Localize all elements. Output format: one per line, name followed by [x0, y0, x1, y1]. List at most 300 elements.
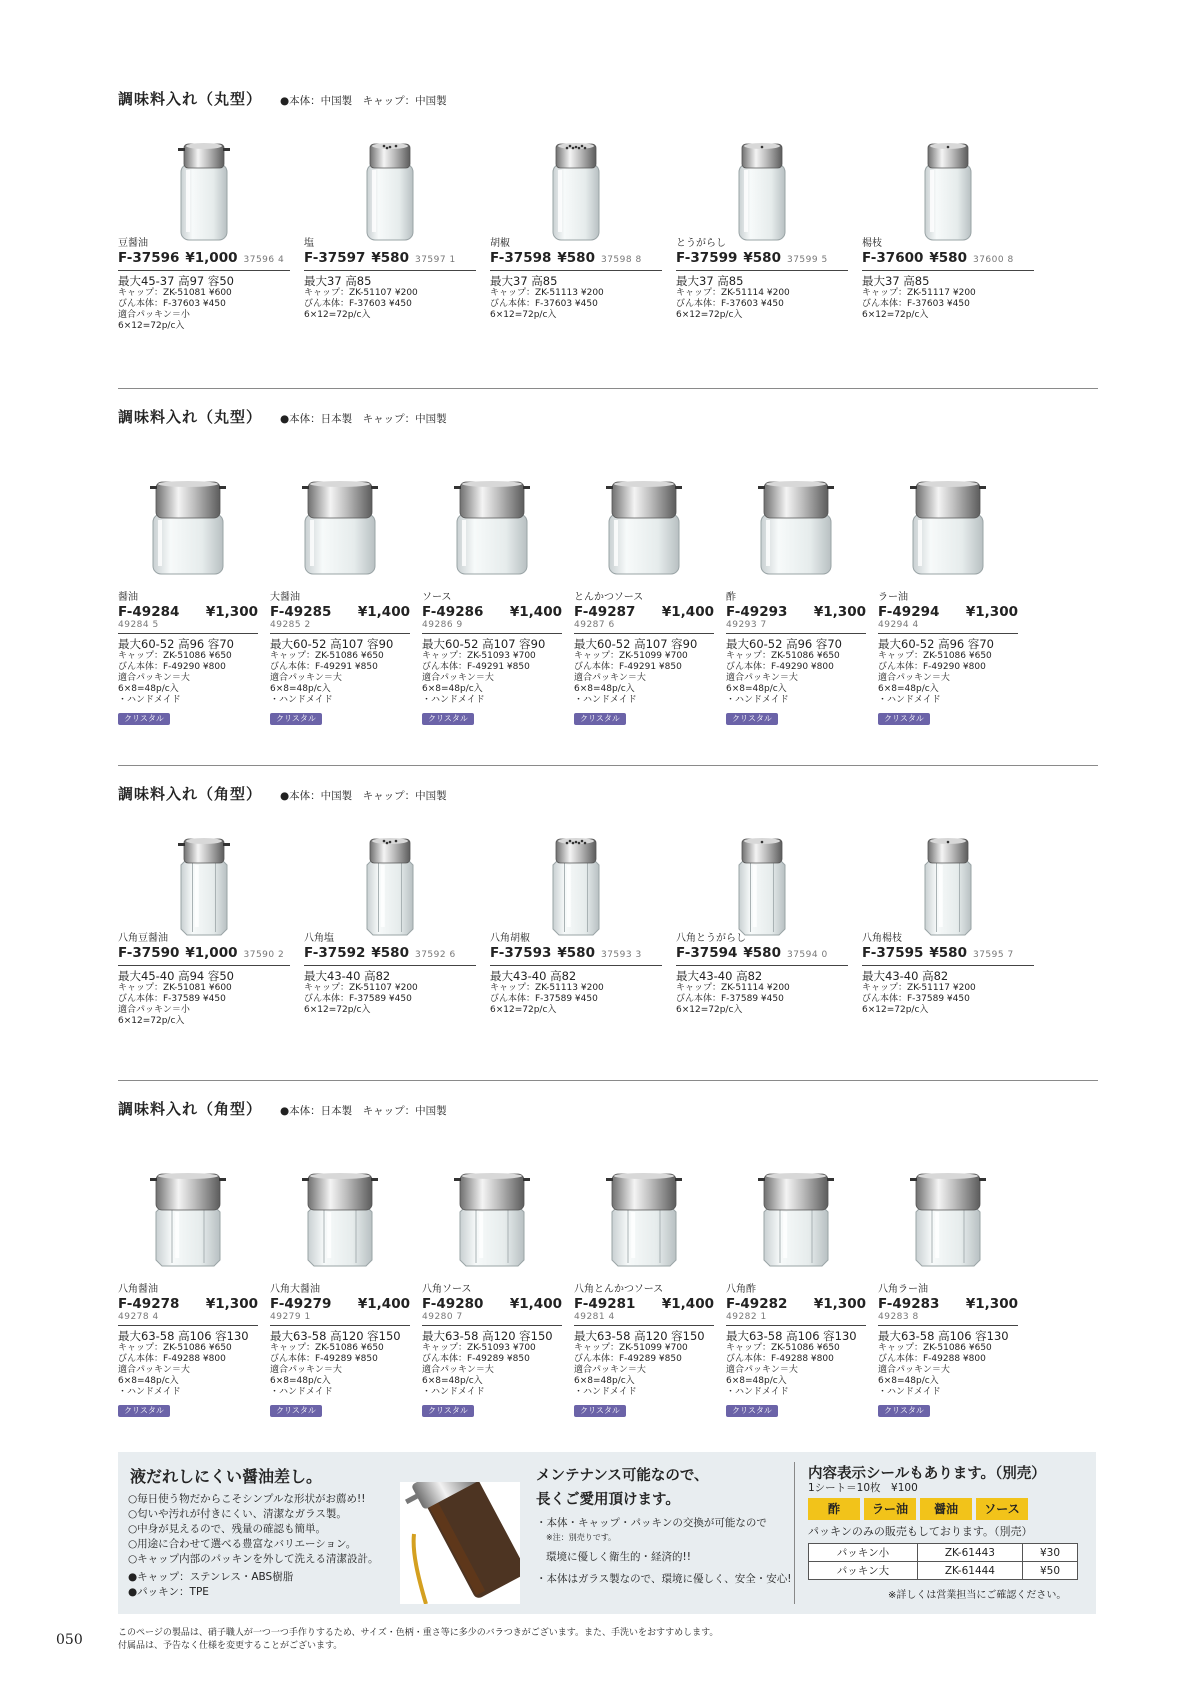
product-code: F-37597: [304, 250, 366, 266]
section-title: 調味料入れ（丸型）: [118, 90, 263, 108]
product-code-line: [574, 604, 714, 620]
product-code: F-49278: [118, 1296, 180, 1312]
product-dimensions: 最大60-52 高96 容70: [726, 637, 842, 651]
product-detail: キャップ：ZK-51086 ¥650: [726, 1343, 840, 1353]
section-title: 調味料入れ（丸型）: [118, 408, 263, 426]
product-name: とんかつソース: [574, 592, 644, 603]
product-info: [118, 592, 258, 725]
product-image: [506, 110, 646, 250]
footer-note: [118, 1627, 718, 1653]
product-detail: 適合パッキン＝大: [270, 1365, 342, 1375]
product-dimensions: 最大63-58 高106 容130: [118, 1329, 249, 1343]
product-detail: 適合パッキン＝大: [878, 673, 950, 683]
product-dimensions: 最大45-37 高97 容50: [118, 274, 234, 288]
crystal-badge: クリスタル: [726, 1405, 778, 1417]
product-code: F-49285: [270, 604, 332, 620]
maintenance-line: ・本体・キャップ・パッキンの交換が可能なので: [536, 1517, 767, 1529]
product-jan: 37594 0: [786, 950, 828, 960]
product-info: [878, 1284, 1018, 1417]
product-detail: 適合パッキン＝小: [118, 1005, 190, 1015]
product-code: F-49287: [574, 604, 636, 620]
crystal-badge: クリスタル: [270, 713, 322, 725]
product-detail: びん本体：F-37589 ¥450: [862, 994, 970, 1004]
product-detail: ・ハンドメイド: [422, 1387, 485, 1397]
sticker-label-soy-sauce: 醤油: [920, 1498, 972, 1520]
bottle-photo: [574, 1134, 714, 1274]
product-info: [878, 592, 1018, 725]
packing-price-table: [808, 1543, 1078, 1580]
column-divider: [794, 1462, 795, 1604]
footer-line: 付属品は、予告なく仕様を変更することがございます。: [118, 1641, 343, 1651]
product-item: [862, 783, 1034, 1083]
product-jan: 37595 7: [972, 950, 1014, 960]
product-detail: キャップ：ZK-51107 ¥200: [304, 983, 418, 993]
product-image: [878, 1134, 1018, 1274]
product-detail: びん本体：F-37603 ¥450: [490, 299, 598, 309]
section-origin: ●本体：日本製 キャップ：中国製: [280, 1105, 447, 1117]
product-code-line: [574, 1296, 714, 1312]
product-detail: びん本体：F-37589 ¥450: [490, 994, 598, 1004]
product-detail: 6×8=48p/c入: [270, 684, 331, 694]
product-detail: びん本体：F-49291 ¥850: [422, 662, 530, 672]
product-detail: キャップ：ZK-51117 ¥200: [862, 983, 976, 993]
product-info: [574, 592, 714, 725]
bottle-photo: [878, 1134, 1018, 1274]
product-detail: キャップ：ZK-51086 ¥650: [270, 651, 384, 661]
product-dimensions: 最大43-40 高82: [862, 969, 949, 983]
product-detail: 6×12=72p/c入: [118, 321, 185, 331]
underline: [574, 1325, 714, 1326]
product-name: ソース: [422, 592, 452, 603]
product-detail: 6×8=48p/c入: [726, 1376, 787, 1386]
product-detail: 適合パッキン＝大: [422, 1365, 494, 1375]
product-code-line: [422, 1296, 562, 1312]
product-item: [304, 783, 476, 1083]
product-detail: 適合パッキン＝大: [118, 1365, 190, 1375]
product-detail: 6×12=72p/c入: [304, 310, 371, 320]
product-info: [490, 238, 662, 321]
underline: [862, 965, 1034, 966]
product-info: [422, 1284, 562, 1417]
product-detail: びん本体：F-49291 ¥850: [270, 662, 378, 672]
product-detail: 6×8=48p/c入: [726, 684, 787, 694]
product-detail: 6×8=48p/c入: [574, 1376, 635, 1386]
product-image: [878, 442, 1018, 582]
feature-item: ○用途に合わせて選べる豊富なバリエーション。: [128, 1538, 357, 1550]
crystal-badge: クリスタル: [118, 713, 170, 725]
product-dimensions: 最大63-58 高106 容130: [878, 1329, 1009, 1343]
crystal-badge: クリスタル: [574, 1405, 626, 1417]
product-jan: 49287 6: [574, 620, 615, 630]
product-jan: 49294 4: [878, 620, 919, 630]
feature-item: ○匂いや汚れが付きにくい、清潔なガラス製。: [128, 1508, 347, 1520]
bottle-photo: [320, 110, 460, 250]
table-cell: ZK-61444: [917, 1562, 1022, 1580]
bottle-photo: [422, 1134, 562, 1274]
product-price: ¥580: [929, 250, 967, 266]
product-detail: びん本体：F-49288 ¥800: [878, 1354, 986, 1364]
product-name: 八角とんかつソース: [574, 1284, 664, 1295]
product-image: [320, 110, 460, 250]
product-item: [726, 406, 866, 723]
page-number: 050: [56, 1632, 83, 1648]
product-jan: 37593 3: [600, 950, 642, 960]
product-name: 大醤油: [270, 592, 300, 603]
section-origin: ●本体：中国製 キャップ：中国製: [280, 95, 447, 107]
product-name: ラー油: [878, 592, 908, 603]
product-image: [506, 805, 646, 945]
section-oct-china: [118, 783, 1098, 1073]
product-detail: びん本体：F-49288 ¥800: [118, 1354, 226, 1364]
section-origin: ●本体：日本製 キャップ：中国製: [280, 413, 447, 425]
product-detail: 6×12=72p/c入: [490, 310, 557, 320]
product-detail: びん本体：F-37603 ¥450: [862, 299, 970, 309]
sticker-title: 内容表示シールもあります。（別売）: [808, 1466, 1046, 1482]
product-item: [490, 783, 662, 1083]
product-jan: 37597 1: [414, 255, 456, 265]
product-code-line: [304, 250, 476, 268]
product-code: F-37592: [304, 945, 366, 961]
product-code: F-37596: [118, 250, 180, 266]
section-origin: ●本体：中国製 キャップ：中国製: [280, 790, 447, 802]
underline: [304, 965, 476, 966]
product-dimensions: 最大43-40 高82: [304, 969, 391, 983]
product-info: [862, 238, 1034, 321]
product-name: 八角塩: [304, 933, 334, 944]
product-detail: 適合パッキン＝小: [118, 310, 190, 320]
product-detail: キャップ：ZK-51086 ¥650: [118, 1343, 232, 1353]
product-detail: 6×8=48p/c入: [574, 684, 635, 694]
feature-item: ○キャップ内部のパッキンを外して洗える清潔設計。: [128, 1553, 379, 1565]
product-code: F-37594: [676, 945, 738, 961]
product-detail: キャップ：ZK-51107 ¥200: [304, 288, 418, 298]
product-dimensions: 最大63-58 高120 容150: [270, 1329, 401, 1343]
product-jan: 37596 4: [243, 255, 285, 265]
underline: [118, 965, 290, 966]
product-code: F-49279: [270, 1296, 332, 1312]
product-detail: 6×12=72p/c入: [304, 1005, 371, 1015]
product-image: [270, 442, 410, 582]
product-image: [270, 1134, 410, 1274]
product-price: ¥580: [371, 945, 409, 961]
product-detail: ・ハンドメイド: [270, 695, 333, 705]
product-dimensions: 最大37 高85: [490, 274, 558, 288]
product-code: F-49293: [726, 604, 788, 620]
bottle-photo: [134, 110, 274, 250]
product-name: 醤油: [118, 592, 138, 603]
sticker-labels: [808, 1498, 1048, 1520]
packing-sale-note: パッキンのみの販売もしております。（別売）: [808, 1525, 1033, 1538]
underline: [422, 1325, 562, 1326]
product-dimensions: 最大43-40 高82: [490, 969, 577, 983]
product-name: 八角ソース: [422, 1284, 472, 1295]
product-detail: 6×8=48p/c入: [118, 684, 179, 694]
product-code-line: [422, 604, 562, 620]
product-detail: びん本体：F-37589 ¥450: [304, 994, 412, 1004]
product-jan: 49283 8: [878, 1312, 919, 1322]
product-item: [118, 406, 258, 723]
product-price: ¥1,300: [965, 604, 1018, 620]
product-name: 八角豆醤油: [118, 933, 168, 944]
product-code-line: [270, 1296, 410, 1312]
underline: [862, 270, 1034, 271]
table-row: [809, 1544, 1078, 1562]
product-item: [574, 1098, 714, 1415]
product-detail: キャップ：ZK-51086 ¥650: [726, 651, 840, 661]
product-name: 豆醤油: [118, 238, 148, 249]
product-detail: 6×8=48p/c入: [878, 684, 939, 694]
product-code-line: [878, 604, 1018, 620]
product-info: [422, 592, 562, 725]
feature-list: [128, 1492, 379, 1600]
product-image: [726, 442, 866, 582]
product-jan: 37599 5: [786, 255, 828, 265]
product-detail: 6×8=48p/c入: [878, 1376, 939, 1386]
product-code: F-49294: [878, 604, 940, 620]
product-code: F-37600: [862, 250, 924, 266]
product-name: 八角ラー油: [878, 1284, 928, 1295]
bottle-photo: [726, 442, 866, 582]
product-code-line: [118, 945, 290, 963]
product-code-line: [726, 1296, 866, 1312]
product-detail: キャップ：ZK-51113 ¥200: [490, 983, 604, 993]
product-detail: びん本体：F-37603 ¥450: [676, 299, 784, 309]
product-detail: びん本体：F-49290 ¥800: [878, 662, 986, 672]
product-detail: びん本体：F-37589 ¥450: [676, 994, 784, 1004]
product-detail: キャップ：ZK-51113 ¥200: [490, 288, 604, 298]
product-image: [320, 805, 460, 945]
product-price: ¥1,300: [965, 1296, 1018, 1312]
product-item: [490, 88, 662, 388]
product-image: [878, 805, 1018, 945]
bottle-photo: [320, 805, 460, 945]
product-price: ¥1,400: [509, 604, 562, 620]
underline: [304, 270, 476, 271]
footer-line: このページの製品は、硝子職人が一つ一つ手作りするため、サイズ・色柄・重さ等に多少のバラつきがございます。また、手洗いをおすすめします。: [118, 1628, 719, 1638]
bottle-photo: [878, 805, 1018, 945]
product-info: [118, 238, 290, 332]
product-item: [118, 783, 290, 1083]
underline: [574, 633, 714, 634]
product-detail: 6×12=72p/c入: [676, 310, 743, 320]
product-dimensions: 最大45-40 高94 容50: [118, 969, 234, 983]
product-image: [574, 442, 714, 582]
feature-item: ○中身が見えるので、残量の確認も簡単。: [128, 1523, 326, 1535]
product-detail: びん本体：F-49288 ¥800: [726, 1354, 834, 1364]
product-dimensions: 最大37 高85: [304, 274, 372, 288]
product-detail: ・ハンドメイド: [878, 1387, 941, 1397]
underline: [878, 633, 1018, 634]
product-jan: 49293 7: [726, 620, 767, 630]
product-item: [726, 1098, 866, 1415]
underline: [726, 1325, 866, 1326]
product-item: [422, 406, 562, 723]
product-detail: キャップ：ZK-51086 ¥650: [270, 1343, 384, 1353]
product-price: ¥1,300: [813, 1296, 866, 1312]
product-info: [490, 933, 662, 1016]
product-code: F-49286: [422, 604, 484, 620]
product-detail: キャップ：ZK-51099 ¥700: [574, 651, 688, 661]
product-detail: 6×12=72p/c入: [118, 1016, 185, 1026]
product-code: F-49284: [118, 604, 180, 620]
maintenance-line: ・本体はガラス製なので、環境に優しく、安全・安心!: [536, 1573, 792, 1585]
bottle-photo: [574, 442, 714, 582]
product-code-line: [676, 945, 848, 963]
product-jan: 49278 4: [118, 1312, 159, 1322]
product-item: [574, 406, 714, 723]
product-detail: ・ハンドメイド: [118, 1387, 181, 1397]
product-jan: 49282 1: [726, 1312, 767, 1322]
feature-item: ○毎日使う物だからこそシンプルな形状がお薦め!!: [128, 1493, 366, 1505]
product-detail: びん本体：F-49290 ¥800: [726, 662, 834, 672]
product-detail: 6×8=48p/c入: [422, 684, 483, 694]
product-code-line: [862, 250, 1034, 268]
product-detail: キャップ：ZK-51117 ¥200: [862, 288, 976, 298]
product-detail: びん本体：F-49289 ¥850: [422, 1354, 530, 1364]
sticker-sheet-info: 1シート＝10枚 ¥100: [808, 1482, 918, 1494]
product-detail: 6×8=48p/c入: [422, 1376, 483, 1386]
section-title: 調味料入れ（角型）: [118, 785, 263, 803]
product-jan: 37590 2: [243, 950, 285, 960]
product-code: F-37595: [862, 945, 924, 961]
contact-note: ※詳しくは営業担当にご確認ください。: [888, 1590, 1067, 1601]
bottle-photo: [878, 442, 1018, 582]
bottle-photo: [692, 805, 832, 945]
product-jan: 49281 4: [574, 1312, 615, 1322]
product-code-line: [726, 604, 866, 620]
product-price: ¥1,000: [185, 945, 238, 961]
product-price: ¥1,400: [357, 604, 410, 620]
bottle-photo: [878, 110, 1018, 250]
product-price: ¥1,300: [813, 604, 866, 620]
product-dimensions: 最大63-58 高120 容150: [422, 1329, 553, 1343]
product-name: 八角とうがらし: [676, 933, 746, 944]
product-item: [676, 783, 848, 1083]
table-cell: パッキン大: [809, 1562, 918, 1580]
product-info: [304, 933, 476, 1016]
product-jan: 49284 5: [118, 620, 159, 630]
product-image: [692, 110, 832, 250]
product-detail: キャップ：ZK-51086 ¥650: [878, 651, 992, 661]
product-detail: ・ハンドメイド: [726, 1387, 789, 1397]
table-cell: パッキン小: [809, 1544, 918, 1562]
product-code-line: [490, 250, 662, 268]
product-name: 八角醤油: [118, 1284, 158, 1295]
product-jan: 49280 7: [422, 1312, 463, 1322]
product-image: [422, 442, 562, 582]
bottle-photo: [506, 110, 646, 250]
product-info: [270, 1284, 410, 1417]
product-dimensions: 最大60-52 高96 容70: [118, 637, 234, 651]
product-jan: 49286 9: [422, 620, 463, 630]
maintenance-title-2: 長くご愛用頂けます。: [536, 1492, 680, 1508]
product-name: 八角酢: [726, 1284, 756, 1295]
product-info: [574, 1284, 714, 1417]
product-item: [878, 406, 1018, 723]
product-name: 楊枝: [862, 238, 882, 249]
product-jan: 37600 8: [972, 255, 1014, 265]
product-code: F-49280: [422, 1296, 484, 1312]
product-jan: 49279 1: [270, 1312, 311, 1322]
product-price: ¥1,300: [205, 1296, 258, 1312]
product-name: 塩: [304, 238, 314, 249]
product-detail: 適合パッキン＝大: [574, 673, 646, 683]
product-detail: 適合パッキン＝大: [422, 673, 494, 683]
product-info: [118, 1284, 258, 1417]
product-price: ¥1,400: [661, 604, 714, 620]
product-detail: キャップ：ZK-51099 ¥700: [574, 1343, 688, 1353]
product-detail: ・ハンドメイド: [878, 695, 941, 705]
product-detail: ・ハンドメイド: [422, 695, 485, 705]
product-dimensions: 最大43-40 高82: [676, 969, 763, 983]
product-price: ¥580: [371, 250, 409, 266]
product-detail: ・ハンドメイド: [118, 695, 181, 705]
product-item: [862, 88, 1034, 388]
crystal-badge: クリスタル: [118, 1405, 170, 1417]
pouring-bottle-illustration: [400, 1482, 520, 1604]
table-cell: ZK-61443: [917, 1544, 1022, 1562]
product-detail: 6×8=48p/c入: [270, 1376, 331, 1386]
underline: [490, 965, 662, 966]
product-name: 八角大醤油: [270, 1284, 320, 1295]
crystal-badge: クリスタル: [726, 713, 778, 725]
product-item: [422, 1098, 562, 1415]
product-detail: ・ハンドメイド: [726, 695, 789, 705]
product-code-line: [304, 945, 476, 963]
table-cell: ¥50: [1022, 1562, 1077, 1580]
product-detail: 6×12=72p/c入: [862, 1005, 929, 1015]
product-name: 八角楊枝: [862, 933, 902, 944]
product-info: [304, 238, 476, 321]
product-detail: びん本体：F-49289 ¥850: [270, 1354, 378, 1364]
product-price: ¥580: [929, 945, 967, 961]
product-code-line: [676, 250, 848, 268]
product-image: [878, 110, 1018, 250]
product-detail: キャップ：ZK-51114 ¥200: [676, 288, 790, 298]
product-image: [134, 110, 274, 250]
product-code-line: [862, 945, 1034, 963]
product-price: ¥1,300: [205, 604, 258, 620]
bottle-photo: [726, 1134, 866, 1274]
product-detail: キャップ：ZK-51114 ¥200: [676, 983, 790, 993]
underline: [270, 1325, 410, 1326]
table-row: [809, 1562, 1078, 1580]
product-detail: 適合パッキン＝大: [270, 673, 342, 683]
divider: [118, 1080, 1098, 1081]
product-image: [726, 1134, 866, 1274]
product-detail: びん本体：F-37589 ¥450: [118, 994, 226, 1004]
product-code: F-37599: [676, 250, 738, 266]
product-dimensions: 最大63-58 高120 容150: [574, 1329, 705, 1343]
maintenance-title: メンテナンス可能なので、: [536, 1468, 709, 1484]
underline: [118, 1325, 258, 1326]
product-dimensions: 最大60-52 高107 容90: [270, 637, 394, 651]
product-name: 酢: [726, 592, 736, 603]
product-detail: 適合パッキン＝大: [574, 1365, 646, 1375]
crystal-badge: クリスタル: [878, 713, 930, 725]
product-info: [726, 592, 866, 725]
product-code-line: [270, 604, 410, 620]
material-spec: ●パッキン：TPE: [128, 1586, 209, 1598]
maintenance-line: 環境に優しく衛生的・経済的!!: [546, 1551, 691, 1563]
bottle-photo: [506, 805, 646, 945]
product-price: ¥1,400: [357, 1296, 410, 1312]
product-detail: びん本体：F-49289 ¥850: [574, 1354, 682, 1364]
crystal-badge: クリスタル: [878, 1405, 930, 1417]
underline: [878, 1325, 1018, 1326]
section-title: 調味料入れ（角型）: [118, 1100, 263, 1118]
product-detail: 6×12=72p/c入: [490, 1005, 557, 1015]
